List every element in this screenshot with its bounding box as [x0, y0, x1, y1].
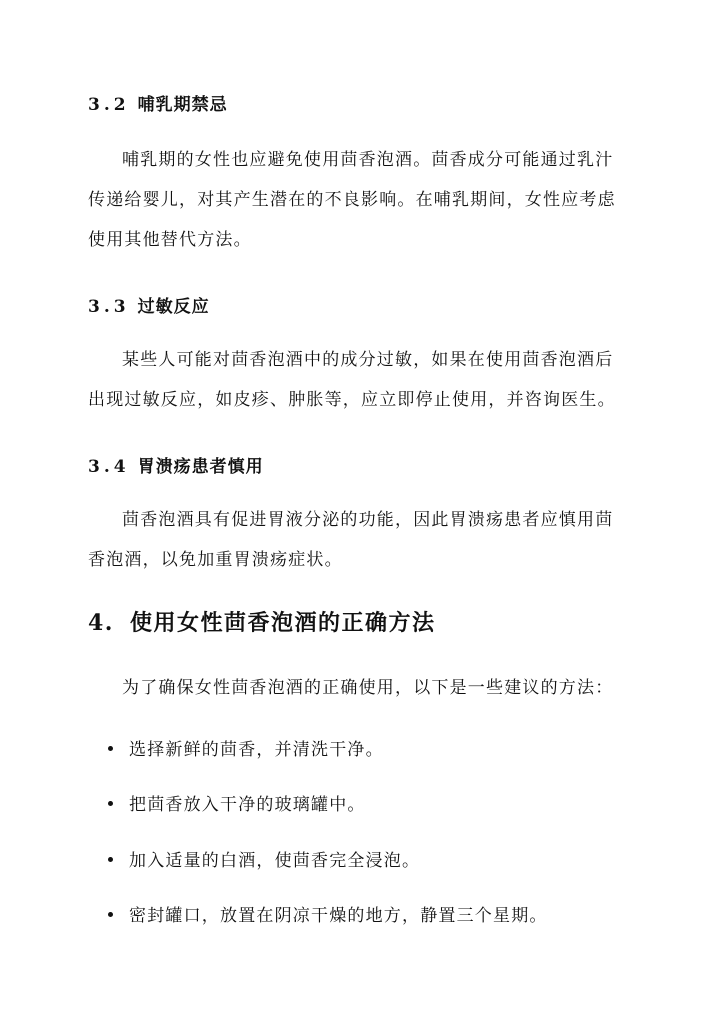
section-heading [88, 292, 210, 317]
bullet-dot-icon [108, 912, 113, 917]
bullet-dot-icon [108, 801, 113, 806]
bullet-list-item [108, 735, 384, 760]
bullet-list-item [108, 846, 420, 871]
paragraph-line: 茴香泡酒具有促进胃液分泌的功能，因此胃溃疡患者应慎用茴 [122, 510, 614, 530]
paragraph-line: 某些人可能对茴香泡酒中的成分过敏，如果在使用茴香泡酒后 [122, 350, 614, 370]
section-number: 3.2 [88, 95, 130, 115]
paragraph-line: 香泡酒，以免加重胃溃疡症状。 [88, 550, 343, 570]
section-number: 3.3 [88, 297, 130, 317]
bullet-text: 加入适量的白酒，使茴香完全浸泡。 [129, 851, 421, 871]
bullet-text: 选择新鲜的茴香，并清洗干净。 [129, 740, 384, 760]
section-title: 胃溃疡患者慎用 [137, 457, 264, 477]
section-paragraph [88, 340, 648, 420]
paragraph-line: 传递给婴儿，对其产生潜在的不良影响。在哺乳期间，女性应考虑 [88, 190, 616, 210]
bullet-list-item [108, 901, 548, 926]
paragraph-line: 哺乳期的女性也应避免使用茴香泡酒。茴香成分可能通过乳汁 [122, 150, 614, 170]
section-heading [88, 90, 228, 115]
paragraph-line: 为了确保女性茴香泡酒的正确使用，以下是一些建议的方法： [122, 678, 614, 698]
bullet-list-item [108, 790, 366, 815]
bullet-dot-icon [108, 746, 113, 751]
main-section-heading [88, 606, 435, 637]
section-title: 过敏反应 [137, 297, 210, 317]
paragraph-line: 使用其他替代方法。 [88, 230, 252, 250]
section-title: 哺乳期禁忌 [137, 95, 228, 115]
main-section-title: 使用女性茴香泡酒的正确方法 [129, 610, 436, 636]
main-section-intro [88, 668, 648, 708]
section-heading [88, 452, 264, 477]
bullet-dot-icon [108, 857, 113, 862]
main-section-number: 4. [88, 610, 114, 636]
section-paragraph [88, 140, 648, 260]
bullet-text: 密封罐口，放置在阴凉干燥的地方，静置三个星期。 [129, 906, 548, 926]
bullet-text: 把茴香放入干净的玻璃罐中。 [129, 795, 366, 815]
section-paragraph [88, 500, 648, 580]
paragraph-line: 出现过敏反应，如皮疹、肿胀等，应立即停止使用，并咨询医生。 [88, 390, 616, 410]
section-number: 3.4 [88, 457, 130, 477]
